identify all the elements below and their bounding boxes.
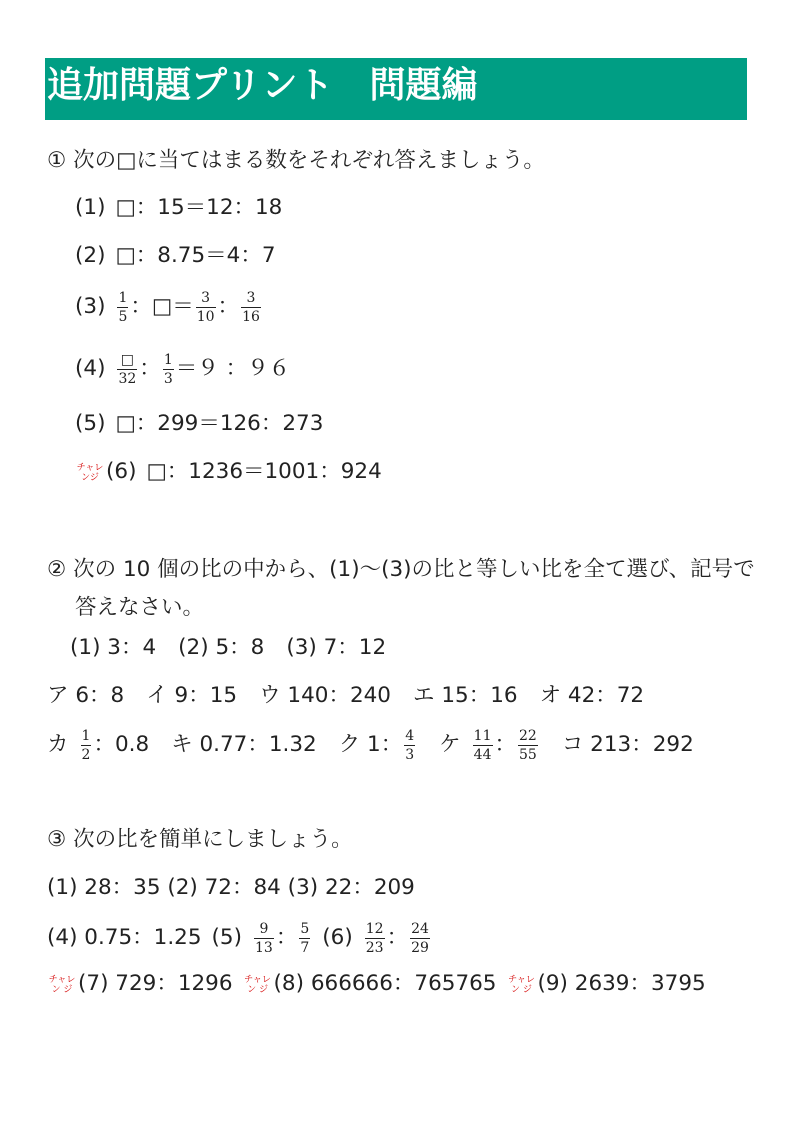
q3-row2 — [47, 920, 432, 956]
problem-text: □：15＝12：18 — [115, 195, 283, 220]
denominator: 2 — [81, 746, 91, 763]
challenge-bottom: ン ジ — [51, 985, 73, 995]
denominator: 3 — [405, 746, 415, 763]
numerator: 22 — [519, 727, 537, 744]
problem-text: □：299＝126：273 — [115, 411, 324, 436]
colon: ： — [386, 925, 409, 950]
choice-u: ウ 140：240 — [259, 683, 391, 708]
problem-label: (2) — [75, 243, 106, 268]
challenge-top: チャレ — [48, 975, 76, 985]
q2-targets — [70, 633, 386, 663]
choice-ki: キ 0.77：1.32 — [171, 732, 317, 757]
choice-ku-label: ク 1： — [338, 732, 403, 757]
colon: ： — [217, 294, 240, 319]
choice-ke-label: ケ — [439, 732, 461, 757]
numerator: 4 — [405, 727, 415, 744]
denominator: 23 — [365, 939, 384, 956]
q1-problem-4 — [75, 351, 290, 387]
denominator: 13 — [255, 939, 273, 956]
colon: ： — [139, 356, 161, 381]
choice-e: エ 15：16 — [413, 683, 518, 708]
q3-row3 — [47, 969, 706, 999]
numerator: 9 — [259, 920, 269, 937]
denominator: 5 — [118, 308, 128, 325]
challenge-marker — [75, 463, 105, 483]
fraction — [196, 290, 216, 325]
fraction — [254, 921, 274, 956]
q1-problem-3 — [75, 289, 263, 325]
choice-ko: コ 213：292 — [561, 732, 694, 757]
title-banner — [45, 58, 747, 120]
numerator: 1 — [81, 727, 91, 744]
numerator: 3 — [201, 289, 211, 306]
choice-a: ア 6：8 — [47, 683, 125, 708]
numerator: 11 — [473, 727, 492, 744]
problem-text: □：8.75＝4：7 — [115, 243, 276, 268]
challenge-top: チャレ — [508, 975, 535, 985]
fraction — [404, 728, 415, 763]
fraction — [117, 290, 128, 325]
challenge-top: チャレ — [76, 463, 104, 473]
colon: ： — [275, 925, 298, 950]
page-title: 追加問題プリント 問題編 — [47, 65, 478, 106]
q1-problem-5 — [75, 409, 323, 439]
problem-label: (1) — [75, 195, 106, 220]
denominator: 10 — [196, 308, 215, 325]
q1-heading: ① 次の□に当てはまる数をそれぞれ答えましょう。 — [47, 148, 545, 173]
target-ratio: (1) 3：4 — [70, 635, 157, 660]
choice-ka-tail: ：0.8 — [93, 732, 150, 757]
q2-choices-row2 — [47, 727, 694, 763]
problem-9: (9) 2639：3795 — [537, 971, 706, 996]
choice-i: イ 9：15 — [146, 683, 238, 708]
problem-label: (4) — [75, 356, 106, 381]
denominator: 32 — [118, 370, 137, 387]
problem-label: (5) — [75, 411, 106, 436]
q1-problem-1 — [75, 193, 282, 223]
numerator: □ — [120, 351, 134, 368]
fraction — [365, 921, 385, 956]
denominator: 29 — [411, 939, 429, 956]
q2-heading-line2: 答えなさい。 — [75, 595, 205, 620]
q3-row1: (1) 28：35 (2) 72：84 (3) 22：209 — [47, 875, 415, 900]
denominator: 55 — [519, 746, 537, 763]
problem-label: (6) — [322, 925, 353, 950]
q2-heading-line1: ② 次の 10 個の比の中から、(1)〜(3)の比と等しい比を全て選び、記号で — [47, 557, 755, 582]
challenge-bottom: ン ジ — [511, 985, 532, 995]
challenge-marker — [243, 975, 273, 995]
choice-o: オ 42：72 — [539, 683, 645, 708]
numerator: 5 — [300, 920, 310, 937]
fraction — [163, 352, 174, 387]
fraction — [410, 921, 430, 956]
fraction — [473, 728, 493, 763]
q1-problem-2 — [75, 241, 276, 271]
challenge-marker — [506, 975, 536, 995]
problem-label: (6) — [106, 459, 137, 484]
q1-problem-6 — [75, 457, 382, 487]
numerator: 1 — [118, 289, 128, 306]
fraction — [299, 921, 310, 956]
denominator: 16 — [242, 308, 260, 325]
fraction — [518, 728, 538, 763]
problem-text: ：□＝ — [130, 294, 194, 319]
numerator: 24 — [411, 920, 429, 937]
choice-ka-label: カ — [47, 732, 69, 757]
fraction — [117, 352, 137, 387]
problem-4: (4) 0.75：1.25 — [47, 925, 202, 950]
numerator: 12 — [365, 920, 384, 937]
denominator: 7 — [300, 939, 310, 956]
problem-7: (7) 729：1296 — [78, 971, 233, 996]
colon: ： — [494, 732, 517, 757]
problem-8: (8) 666666：765765 — [273, 971, 497, 996]
challenge-bottom: ンジ — [81, 473, 99, 483]
q3-heading: ③ 次の比を簡単にしましょう。 — [47, 827, 353, 852]
denominator: 44 — [473, 746, 492, 763]
fraction — [241, 290, 261, 325]
denominator: 3 — [163, 370, 173, 387]
q2-choices-row1 — [47, 681, 644, 711]
challenge-marker — [47, 975, 77, 995]
problem-text: □：1236＝1001：924 — [146, 459, 382, 484]
problem-text: ＝９ ：９６ — [175, 356, 291, 381]
numerator: 3 — [246, 289, 256, 306]
challenge-top: チャレ — [244, 975, 271, 985]
problem-label: (3) — [75, 294, 106, 319]
target-ratio: (2) 5：8 — [178, 635, 265, 660]
challenge-bottom: ン ジ — [247, 985, 268, 995]
fraction — [81, 728, 92, 763]
numerator: 1 — [163, 351, 173, 368]
target-ratio: (3) 7：12 — [286, 635, 387, 660]
problem-label: (5) — [211, 925, 243, 950]
